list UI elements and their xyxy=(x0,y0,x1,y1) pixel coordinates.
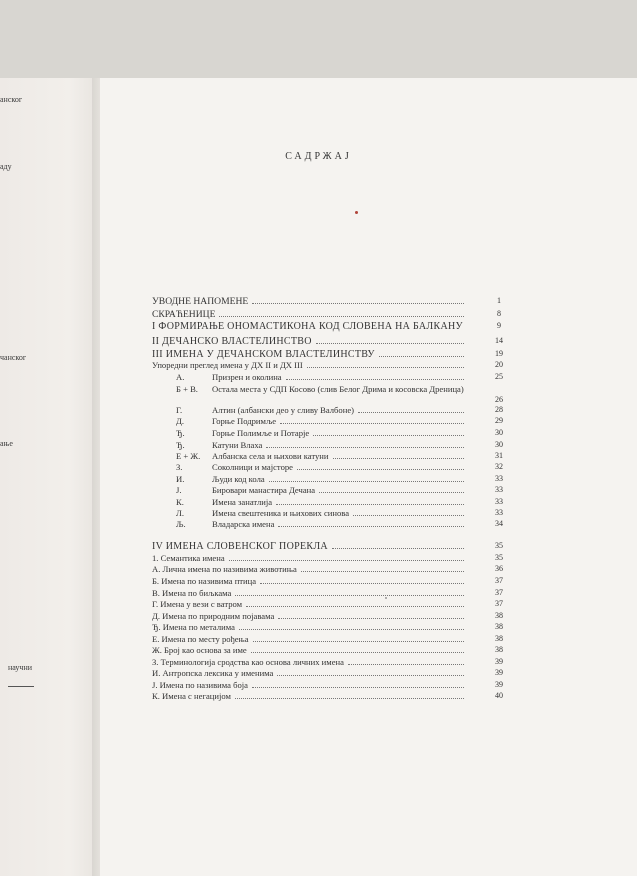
toc-leader-dots xyxy=(280,422,464,424)
toc-leader-dots xyxy=(253,640,464,642)
toc-entry xyxy=(152,321,470,333)
toc-entry-text: А. Лична имена по називима животиња xyxy=(152,564,297,574)
toc-entry-text: IV ИМЕНА СЛОВЕНСКОГ ПОРЕКЛА xyxy=(152,541,328,552)
toc-entry-label: Г. xyxy=(176,405,183,415)
toc-entry xyxy=(176,485,470,497)
toc-entry-text: Алтин (албански део у сливу Валбоне) xyxy=(212,405,355,415)
toc-page-number: 38 xyxy=(495,634,503,643)
toc-leader-dots xyxy=(332,547,464,549)
toc-leader-dots xyxy=(269,480,464,482)
toc-page-number: 33 xyxy=(495,508,503,517)
toc-entry-label: З. xyxy=(176,462,183,472)
toc-page-number: 9 xyxy=(497,321,501,330)
toc-entry-text: В. Имена по биљкама xyxy=(152,588,232,598)
toc-entry-text: Бировари манастира Дечана xyxy=(212,485,316,495)
toc-entry-text: УВОДНЕ НАПОМЕНЕ xyxy=(152,296,249,307)
toc-page-number: 34 xyxy=(495,519,503,528)
toc-page-number: 35 xyxy=(495,553,503,562)
toc-entry-text: Горње Подримље xyxy=(212,416,277,426)
toc-page-number: 37 xyxy=(495,576,503,585)
toc-leader-dots xyxy=(266,446,464,448)
toc-entry xyxy=(152,691,470,703)
toc-leader-dots xyxy=(278,617,464,619)
toc-entry xyxy=(152,360,470,372)
toc-page-number: 38 xyxy=(495,611,503,620)
toc-page-number: 32 xyxy=(495,462,503,471)
toc-leader-dots xyxy=(260,582,464,584)
toc-entry-text: Остала места у СДП Косово (слив Белог Дрима и косовска Дреница) xyxy=(212,384,464,394)
toc-leader-dots xyxy=(379,355,464,357)
toc-entry-text: Горње Полимље и Потарје xyxy=(212,428,310,438)
left-page-fragment: научни xyxy=(8,663,33,672)
toc-leader-dots xyxy=(239,628,464,630)
toc-leader-dots xyxy=(235,697,464,699)
toc-leader-dots xyxy=(276,503,464,505)
toc-entry-text: Упоредни преглед имена у ДХ II и ДХ III xyxy=(152,360,303,370)
toc-entry-label: К. xyxy=(176,497,184,507)
page-title: САДРЖАЈ xyxy=(285,151,352,162)
toc-leader-dots xyxy=(246,605,464,607)
toc-entry xyxy=(152,564,470,576)
toc-entry-text: З. Терминологија сродства као основа личних имена xyxy=(152,657,344,667)
toc-page-number: 8 xyxy=(497,309,501,318)
toc-entry xyxy=(152,576,470,588)
left-page-rule xyxy=(8,686,34,687)
toc-entry xyxy=(152,541,470,553)
toc-page-number: 30 xyxy=(495,428,503,437)
toc-leader-dots xyxy=(252,686,464,688)
left-page-fragment: чанског xyxy=(0,353,27,362)
toc-page-number: 39 xyxy=(495,668,503,677)
toc-page-number: 19 xyxy=(495,349,503,358)
toc-leader-dots xyxy=(301,570,464,572)
toc-page-number: 33 xyxy=(495,474,503,483)
toc-leader-dots xyxy=(319,491,464,493)
toc-entry-label: Б + В. xyxy=(176,384,198,394)
toc-leader-dots xyxy=(353,514,464,516)
toc-page-number: 14 xyxy=(495,336,503,345)
toc-entry xyxy=(152,622,470,634)
toc-entry-text: Имена занатлија xyxy=(212,497,273,507)
toc-page-number: 38 xyxy=(495,645,503,654)
toc-entry xyxy=(176,372,470,384)
toc-entry xyxy=(152,645,470,657)
toc-leader-dots xyxy=(251,651,464,653)
toc-page-number: 37 xyxy=(495,588,503,597)
toc-entry-label: Д. xyxy=(176,416,185,426)
toc-entry-text: 1. Семантика имена xyxy=(152,553,225,563)
toc-entry xyxy=(152,668,470,680)
toc-entry xyxy=(176,384,470,406)
toc-leader-dots xyxy=(286,378,464,380)
toc-entry-text: Е. Имена по месту рођења xyxy=(152,634,249,644)
toc-entry-label: А. xyxy=(176,372,185,382)
toc-page-number: 38 xyxy=(495,622,503,631)
toc-leader-dots xyxy=(348,663,464,665)
left-page-fragment: анског xyxy=(0,95,23,104)
toc-leader-dots xyxy=(358,411,464,413)
toc-entry-text: II ДЕЧАНСКО ВЛАСТЕЛИНСТВО xyxy=(152,336,312,347)
toc-page-number: 39 xyxy=(495,657,503,666)
toc-entry xyxy=(152,309,470,321)
toc-entry xyxy=(176,462,470,474)
toc-entry-label: Е + Ж. xyxy=(176,451,201,461)
toc-entry-text: Ђ. Имена по металима xyxy=(152,622,235,632)
toc-leader-dots xyxy=(235,594,464,596)
toc-leader-dots xyxy=(333,457,465,459)
toc-entry-text: Људи код кола xyxy=(212,474,265,484)
left-page-edge xyxy=(0,78,100,876)
left-page-fragment: аду xyxy=(0,162,12,171)
toc-entry xyxy=(152,336,470,348)
ink-speck xyxy=(355,211,358,214)
toc-entry-text: Призрен и околина xyxy=(212,372,282,382)
toc-entry-label: Љ. xyxy=(176,519,186,529)
toc-page-number: 39 xyxy=(495,680,503,689)
toc-entry-label: Ђ. xyxy=(176,440,185,450)
toc-entry-label: Л. xyxy=(176,508,184,518)
toc-entry-text: Д. Имена по природним појавама xyxy=(152,611,275,621)
toc-entry-text: И. Антропска лексика у именима xyxy=(152,668,274,678)
toc-page-number: 30 xyxy=(495,440,503,449)
toc-entry-text: I ФОРМИРАЊЕ ОНОМАСТИКОНА КОД СЛОВЕНА НА БАЛКАНУ xyxy=(152,321,463,332)
toc-leader-dots xyxy=(278,525,464,527)
toc-entry-text: СКРАЋЕНИЦЕ xyxy=(152,309,216,320)
toc-entry-text: Имена свештеника и њихових синова xyxy=(212,508,350,518)
toc-entry-text: К. Имена с негацијом xyxy=(152,691,231,701)
toc-leader-dots xyxy=(219,315,464,317)
toc-leader-dots xyxy=(252,302,464,304)
toc-entry xyxy=(176,519,470,531)
toc-page-number: 29 xyxy=(495,416,503,425)
toc-leader-dots xyxy=(316,342,464,344)
toc-entry xyxy=(176,428,470,440)
toc-leader-dots xyxy=(229,559,464,561)
toc-page-number: 33 xyxy=(495,485,503,494)
toc-entry-text: III ИМЕНА У ДЕЧАНСКОМ ВЛАСТЕЛИНСТВУ xyxy=(152,349,375,360)
left-page-fragment: ање xyxy=(0,439,13,448)
toc-page-number: 20 xyxy=(495,360,503,369)
toc-leader-dots xyxy=(307,366,464,368)
toc-entry-text: Албанска села и њихови катуни xyxy=(212,451,329,461)
toc-entry-text: Г. Имена у вези с ватром xyxy=(152,599,243,609)
toc-entry xyxy=(152,296,470,308)
toc-page-number: 33 xyxy=(495,497,503,506)
toc-entry xyxy=(176,416,470,428)
toc-entry-label: Ђ. xyxy=(176,428,185,438)
toc-entry-label: И. xyxy=(176,474,185,484)
toc-entry xyxy=(152,599,470,611)
toc-entry-text: Ж. Број као основа за име xyxy=(152,645,247,655)
toc-page-number: 25 xyxy=(495,372,503,381)
toc-entry-text: Ј. Имена по називима боја xyxy=(152,680,248,690)
toc-page-number: 26 xyxy=(495,395,503,404)
toc-entry-text: Катуни Влаха xyxy=(212,440,263,450)
toc-page-number: 35 xyxy=(495,541,503,550)
toc-page-number: 37 xyxy=(495,599,503,608)
toc-entry-text: Владарска имена xyxy=(212,519,275,529)
toc-page-number: 1 xyxy=(497,296,501,305)
toc-entry-label: Ј. xyxy=(176,485,182,495)
toc-leader-dots xyxy=(313,434,464,436)
toc-page-number: 40 xyxy=(495,691,503,700)
toc-entry-text: Соколници и мајсторе xyxy=(212,462,293,472)
toc-leader-dots xyxy=(277,674,464,676)
toc-entry-text: Б. Имена по називима птица xyxy=(152,576,257,586)
toc-leader-dots xyxy=(297,468,464,470)
toc-page-number: 28 xyxy=(495,405,503,414)
toc-page-number: 36 xyxy=(495,564,503,573)
toc-page-number: 31 xyxy=(495,451,503,460)
